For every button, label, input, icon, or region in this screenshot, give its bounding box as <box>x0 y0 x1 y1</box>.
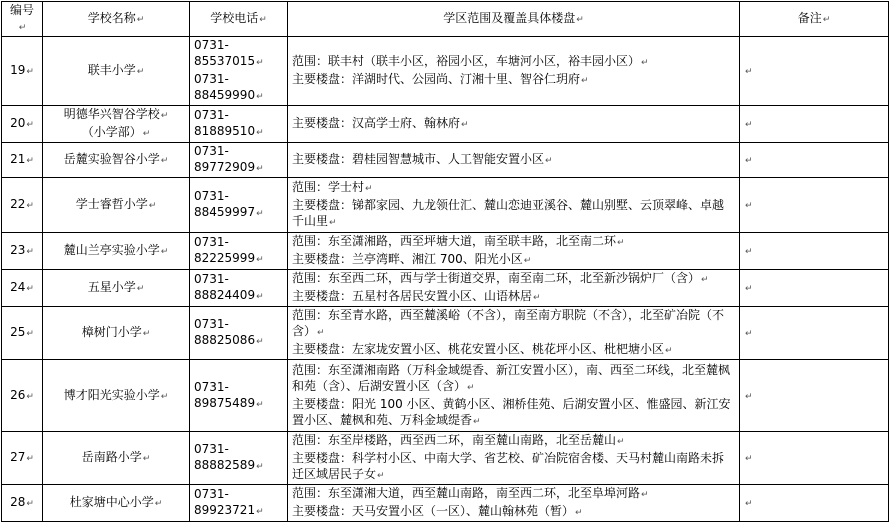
cell-phone <box>190 432 288 485</box>
paragraph-mark: ↵ <box>256 399 264 410</box>
cell-number: 28↵ <box>2 485 43 522</box>
header-row <box>2 2 889 37</box>
table-row <box>2 485 889 522</box>
cell-school-name-line: 五星小学↵ <box>87 280 145 294</box>
paragraph-mark: ↵ <box>26 284 34 294</box>
header-school-name: 学校名称↵ <box>43 2 190 37</box>
cell-school-name-line: 樟树门小学↵ <box>81 325 151 339</box>
cell-phone <box>190 178 288 233</box>
paragraph-mark: ↵ <box>160 111 169 121</box>
cell-school-name <box>43 485 190 522</box>
cell-note <box>740 37 889 106</box>
cell-school-name-line: 麓山兰亭实验小学↵ <box>63 243 169 257</box>
cell-phone-line: 0731-89772909↵ <box>194 144 264 174</box>
paragraph-mark: ↵ <box>473 416 481 427</box>
cell-phone <box>190 485 288 522</box>
paragraph-mark: ↵ <box>26 67 34 77</box>
cell-note <box>740 360 889 432</box>
paragraph-mark: ↵ <box>136 284 145 294</box>
cell-district-area <box>288 432 740 485</box>
cell-district-area-line: 主要楼盘：兰亭湾畔、湘江 700、阳光小区↵ <box>292 252 532 266</box>
table-row <box>2 307 889 360</box>
table-body <box>2 37 889 522</box>
cell-note <box>740 485 889 522</box>
table-row <box>2 233 889 270</box>
cell-number: 25↵ <box>2 307 43 360</box>
paragraph-mark: ↵ <box>641 58 649 68</box>
cell-school-name <box>43 106 190 143</box>
cell-district-area <box>288 143 740 178</box>
cell-phone <box>190 37 288 106</box>
cell-note <box>740 270 889 307</box>
paragraph-mark: ↵ <box>329 218 337 228</box>
paragraph-mark: ↵ <box>160 156 169 166</box>
paragraph-mark: ↵ <box>256 128 264 138</box>
paragraph-mark: ↵ <box>26 329 34 339</box>
paragraph-mark: ↵ <box>745 120 753 130</box>
paragraph-mark: ↵ <box>641 490 649 500</box>
cell-phone-line: 0731-81889510↵ <box>194 108 264 138</box>
header-district-area: 学区范围及覆盖具体楼盘↵ <box>288 2 740 37</box>
paragraph-mark: ↵ <box>467 382 475 393</box>
paragraph-mark: ↵ <box>256 164 264 174</box>
paragraph-mark: ↵ <box>461 120 469 130</box>
cell-district-area <box>288 270 740 307</box>
cell-school-name <box>43 270 190 307</box>
cell-phone-line: 0731-85537015↵ <box>194 38 264 68</box>
paragraph-mark: ↵ <box>377 471 385 481</box>
cell-school-name-line: 博才阳光实验小学↵ <box>63 387 169 402</box>
cell-phone <box>190 143 288 178</box>
paragraph-mark: ↵ <box>745 284 753 294</box>
cell-note <box>740 233 889 270</box>
cell-number: 20↵ <box>2 106 43 143</box>
cell-district-area-line: 主要楼盘：科学村小区、中南大学、省艺校、矿冶院宿舍楼、天马村麓山南路未拆迁区域居民子女↵ <box>292 451 725 481</box>
paragraph-mark: ↵ <box>160 247 169 257</box>
cell-note <box>740 143 889 178</box>
cell-number: 21↵ <box>2 143 43 178</box>
cell-phone-line: 0731-88824409↵ <box>194 272 264 302</box>
cell-district-area-line: 主要楼盘：五星村各居民安置小区、山语林居↵ <box>292 289 541 303</box>
cell-district-area <box>288 106 740 143</box>
paragraph-mark: ↵ <box>745 391 753 402</box>
table-row <box>2 143 889 178</box>
cell-note <box>740 106 889 143</box>
cell-school-name <box>43 307 190 360</box>
cell-school-name <box>43 360 190 432</box>
cell-note <box>740 307 889 360</box>
cell-district-area-line: 范围：东至潇湘路，西至坪塘大道，南至联丰路，北至南二环↵ <box>292 234 625 248</box>
paragraph-mark: ↵ <box>26 201 34 211</box>
cell-number: 19↵ <box>2 37 43 106</box>
cell-school-name-line: （小学部）↵ <box>81 125 151 139</box>
cell-district-area <box>288 178 740 233</box>
paragraph-mark: ↵ <box>523 256 532 266</box>
cell-phone-line: 0731-82225999↵ <box>194 235 264 265</box>
paragraph-mark: ↵ <box>136 67 145 77</box>
cell-school-name-line: 岳南路小学↵ <box>81 450 151 464</box>
paragraph-mark: ↵ <box>256 337 264 347</box>
cell-district-area <box>288 360 740 432</box>
paragraph-mark: ↵ <box>26 499 34 509</box>
cell-number: 23↵ <box>2 233 43 270</box>
cell-district-area-line: 主要楼盘：碧桂园智慧城市、人工智能安置小区↵ <box>292 152 553 166</box>
paragraph-mark: ↵ <box>745 454 753 464</box>
paragraph-mark: ↵ <box>745 247 753 257</box>
cell-phone-line: 0731-88825086↵ <box>194 317 264 347</box>
cell-school-name-line: 岳麓实验智谷小学↵ <box>63 152 169 166</box>
paragraph-mark: ↵ <box>317 328 325 338</box>
paragraph-mark: ↵ <box>533 293 541 303</box>
paragraph-mark: ↵ <box>745 499 753 509</box>
cell-district-area-line: 范围：东至西二环，西与学士街道交界，南至南二环，北至新沙锅炉厂（含）↵ <box>292 271 709 285</box>
cell-district-area-line: 范围：东至潇湘南路（万科金域缇香、新江安置小区），南、西至二环线，北至麓枫和苑（含）、后湖安置小区（含）↵ <box>292 362 731 393</box>
cell-phone <box>190 360 288 432</box>
cell-phone-line: 0731-89923721↵ <box>194 487 264 517</box>
cell-school-name-line: 学士睿哲小学↵ <box>75 197 157 211</box>
paragraph-mark: ↵ <box>745 201 753 211</box>
cell-number: 24↵ <box>2 270 43 307</box>
paragraph-mark: ↵ <box>745 156 753 166</box>
cell-school-name <box>43 432 190 485</box>
paragraph-mark: ↵ <box>26 247 34 257</box>
paragraph-mark: ↵ <box>617 437 625 447</box>
paragraph-mark: ↵ <box>665 346 673 356</box>
cell-district-area-line: 主要楼盘：左家垅安置小区、桃花安置小区、桃花坪小区、枇杷塘小区↵ <box>292 342 673 356</box>
cell-school-name <box>43 143 190 178</box>
cell-school-name-line: 杜家塘中心小学↵ <box>69 495 163 509</box>
cell-school-name <box>43 37 190 106</box>
paragraph-mark: ↵ <box>256 209 264 219</box>
cell-phone-line: 0731-88882589↵ <box>194 442 264 472</box>
header-note: 备注↵ <box>740 2 889 37</box>
paragraph-mark: ↵ <box>154 499 163 509</box>
cell-phone <box>190 307 288 360</box>
cell-district-area-line: 主要楼盘：汉高学士府、翰林府↵ <box>292 116 469 130</box>
school-district-table <box>1 1 889 522</box>
header-school-phone: 学校电话↵ <box>190 2 288 37</box>
paragraph-mark: ↵ <box>701 275 709 285</box>
table-row <box>2 178 889 233</box>
cell-district-area-line: 主要楼盘：阳光 100 小区、黄鹤小区、湘桥佳苑、后湖安置小区、惟盛园、新江安置小区、麓枫和苑、万科金域缇香↵ <box>292 396 731 427</box>
paragraph-mark: ↵ <box>26 391 34 402</box>
table-row <box>2 360 889 432</box>
cell-phone <box>190 106 288 143</box>
table-row <box>2 106 889 143</box>
paragraph-mark: ↵ <box>745 67 753 77</box>
cell-school-name-line: 联丰小学↵ <box>87 63 145 77</box>
paragraph-mark: ↵ <box>26 454 34 464</box>
cell-district-area-line: 范围：东至青水路，西至麓溪峪（不含），南至南方职院（不含），北至矿冶院（不含）↵ <box>292 308 725 338</box>
paragraph-mark: ↵ <box>142 454 151 464</box>
cell-district-area-line: 主要楼盘：锑都家园、九龙领仕汇、麓山恋迪亚溪谷、麓山别墅、云顶翠峰、卓越千山里↵ <box>292 198 725 228</box>
table-row <box>2 432 889 485</box>
cell-district-area <box>288 233 740 270</box>
paragraph-mark: ↵ <box>256 507 264 517</box>
cell-phone-line: 0731-88459997↵ <box>194 189 264 219</box>
cell-district-area-line: 主要楼盘：天马安置小区（一区）、麓山翰林苑（暂）↵ <box>292 504 583 518</box>
paragraph-mark: ↵ <box>26 156 34 166</box>
paragraph-mark: ↵ <box>160 391 169 402</box>
cell-district-area-line: 范围：东至岸楼路，西至西二环，南至麓山南路，北至岳麓山↵ <box>292 433 625 447</box>
cell-phone-line: 0731-88459990↵ <box>194 72 264 102</box>
cell-district-area-line: 范围：东至潇湘大道，西至麓山南路，南至西二环，北至阜埠河路↵ <box>292 486 649 500</box>
paragraph-mark: ↵ <box>142 129 151 139</box>
table-row <box>2 270 889 307</box>
paragraph-mark: ↵ <box>581 76 589 86</box>
paragraph-mark: ↵ <box>365 184 373 194</box>
table-row <box>2 37 889 106</box>
cell-district-area-line: 范围：联丰村（联丰小区，裕园小区，车塘河小区，裕丰园小区）↵ <box>292 54 649 68</box>
cell-district-area-line: 范围：学士村↵ <box>292 180 373 194</box>
paragraph-mark: ↵ <box>575 508 583 518</box>
paragraph-mark: ↵ <box>256 255 264 265</box>
paragraph-mark: ↵ <box>26 120 34 130</box>
header-no: 编号↵ <box>2 2 43 37</box>
cell-phone <box>190 270 288 307</box>
paragraph-mark: ↵ <box>256 462 264 472</box>
cell-school-name <box>43 178 190 233</box>
paragraph-mark: ↵ <box>545 156 553 166</box>
paragraph-mark: ↵ <box>256 58 264 68</box>
cell-district-area-line: 主要楼盘：洋湖时代、公园尚、汀湘十里、智谷仁玥府↵ <box>292 72 589 86</box>
cell-note <box>740 432 889 485</box>
cell-number: 22↵ <box>2 178 43 233</box>
paragraph-mark: ↵ <box>142 329 151 339</box>
cell-district-area <box>288 485 740 522</box>
paragraph-mark: ↵ <box>745 329 753 339</box>
cell-number: 27↵ <box>2 432 43 485</box>
cell-district-area <box>288 37 740 106</box>
paragraph-mark: ↵ <box>148 201 157 211</box>
cell-phone-line: 0731-89875489↵ <box>194 379 264 410</box>
paragraph-mark: ↵ <box>256 92 264 102</box>
cell-note <box>740 178 889 233</box>
cell-school-name <box>43 233 190 270</box>
cell-phone <box>190 233 288 270</box>
cell-school-name-line: 明德华兴智谷学校↵ <box>63 107 169 121</box>
cell-district-area <box>288 307 740 360</box>
paragraph-mark: ↵ <box>256 292 264 302</box>
paragraph-mark: ↵ <box>617 238 625 248</box>
cell-number: 26↵ <box>2 360 43 432</box>
